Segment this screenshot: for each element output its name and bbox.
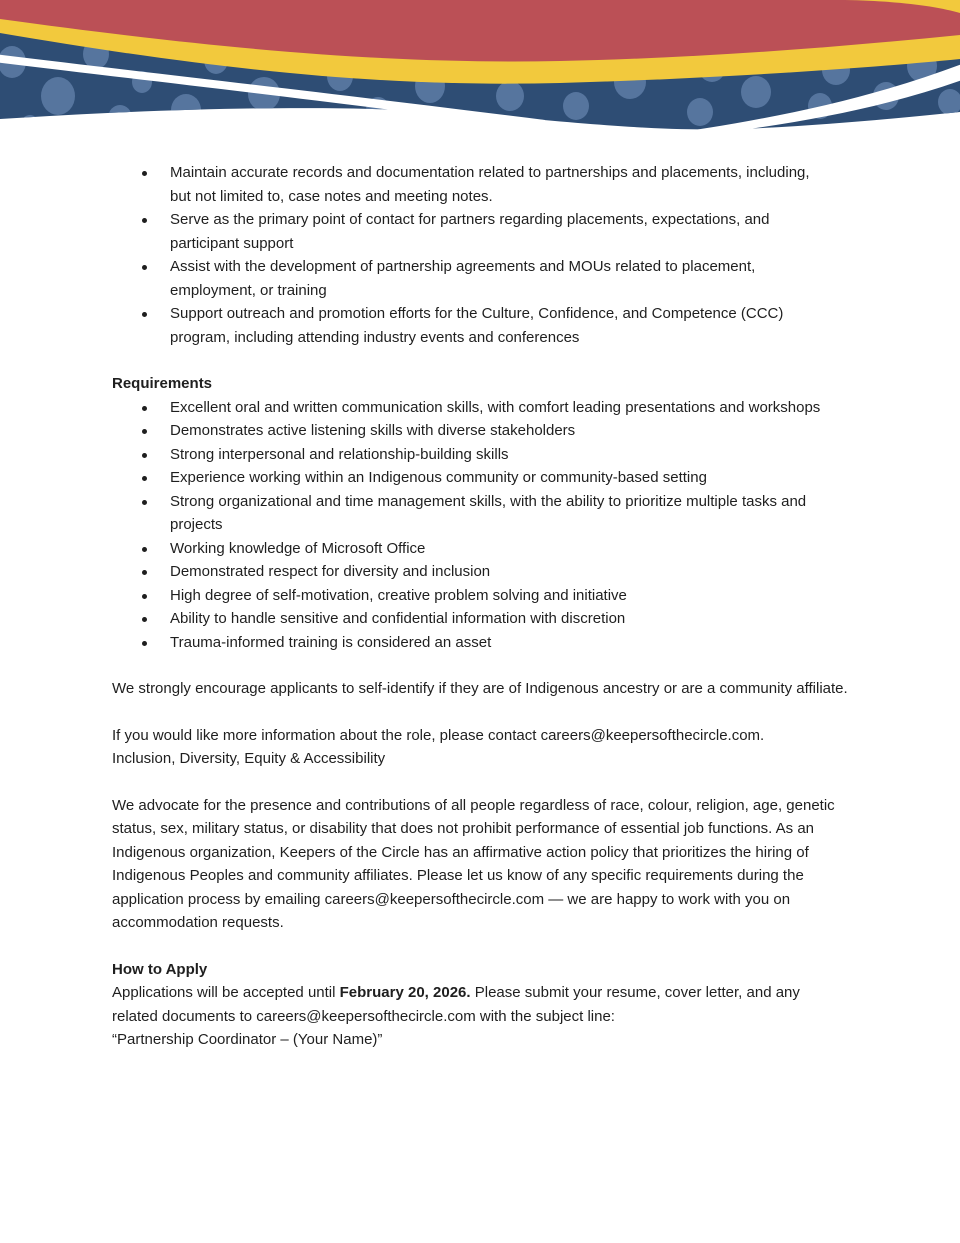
more-info-line: If you would like more information about the role, please contact careers@keepersofthecircle.com. [112, 726, 765, 744]
list-item [112, 560, 848, 584]
bullet-icon [142, 171, 147, 176]
bullet-icon [142, 641, 147, 646]
bullet-icon [142, 547, 147, 552]
list-item [112, 419, 848, 443]
document-body [0, 150, 960, 1052]
bullet-icon [142, 406, 147, 411]
list-item-text: Maintain accurate records and documentation related to partnerships and placements, including, but not limited to, case notes and meeting notes. [170, 164, 810, 205]
list-item [112, 302, 848, 349]
list-item [112, 490, 848, 537]
list-item-text: Serve as the primary point of contact for partners regarding placements, expectations, and participant support [170, 211, 770, 252]
list-item-text: Strong organizational and time management skills, with the ability to prioritize multiple tasks and projects [170, 492, 807, 533]
list-item [112, 255, 848, 302]
list-item [112, 396, 848, 420]
list-item-text: High degree of self-motivation, creative problem solving and initiative [170, 586, 627, 604]
email-subject-line: “Partnership Coordinator – (Your Name)” [112, 1031, 383, 1048]
how-to-apply-paragraph [112, 981, 848, 1052]
list-item [112, 631, 848, 655]
apply-text-before-date: Applications will be accepted until [112, 984, 340, 1001]
bullet-icon [142, 570, 147, 575]
header-wave-banner [0, 0, 960, 150]
list-item-text: Support outreach and promotion efforts for the Culture, Confidence, and Competence (CCC) program, including attending industry events and conferences [170, 305, 784, 346]
more-info-paragraph [112, 724, 848, 771]
list-item-text: Experience working within an Indigenous community or community-based setting [170, 469, 707, 486]
bullet-icon [142, 500, 147, 505]
requirements-bullet-list [112, 396, 848, 655]
bullet-icon [142, 476, 147, 481]
list-item-text: Ability to handle sensitive and confidential information with discretion [170, 610, 626, 627]
bullet-icon [142, 429, 147, 434]
application-deadline: February 20, 2026. [339, 984, 471, 1001]
list-item [112, 208, 848, 255]
advocacy-paragraph: We advocate for the presence and contributions of all people regardless of race, colour, religion, age, genetic status, sex, military status, or disability that does not prohibit performance of essential job functions. As an Indigenous organization, Keepers of the Circle has an affirmative action policy that prioritizes the hiring of Indigenous Peoples and community affiliates. Please let us know of any specific requirements during the application process by emailing careers@keepersofthecircle.com — we are happy to work with you on accommodation requests. [112, 796, 835, 931]
list-item-text: Assist with the development of partnership agreements and MOUs related to placement, employment, or training [170, 258, 756, 299]
self-identify-paragraph: We strongly encourage applicants to self-identify if they are of Indigenous ancestry or are a community affiliate. [112, 680, 848, 697]
bullet-icon [142, 453, 147, 458]
responsibilities-bullet-list [112, 161, 848, 349]
list-item-text: Strong interpersonal and relationship-building skills [170, 445, 509, 463]
list-item-text: Excellent oral and written communication skills, with comfort leading presentations and workshops [170, 398, 821, 416]
bullet-icon [142, 312, 147, 317]
list-item [112, 584, 848, 608]
requirements-heading: Requirements [112, 375, 213, 392]
list-item-text: Trauma-informed training is considered an asset [170, 633, 492, 651]
inclusion-diversity-line: Inclusion, Diversity, Equity & Accessibility [112, 750, 386, 767]
apply-text-after-date: Please submit your resume, cover letter, and any related documents to careers@keepersofthecircle.com with the subject line: [112, 984, 800, 1025]
list-item [112, 607, 848, 631]
list-item [112, 466, 848, 490]
list-item-text: Demonstrates active listening skills with diverse stakeholders [170, 422, 576, 439]
list-item-text: Demonstrated respect for diversity and inclusion [170, 563, 491, 580]
list-item-text: Working knowledge of Microsoft Office [170, 539, 426, 557]
bullet-icon [142, 617, 147, 622]
list-item [112, 537, 848, 561]
list-item [112, 161, 848, 208]
list-item [112, 443, 848, 467]
bullet-icon [142, 265, 147, 270]
bullet-icon [142, 594, 147, 599]
bullet-icon [142, 218, 147, 223]
how-to-apply-heading: How to Apply [112, 960, 208, 978]
